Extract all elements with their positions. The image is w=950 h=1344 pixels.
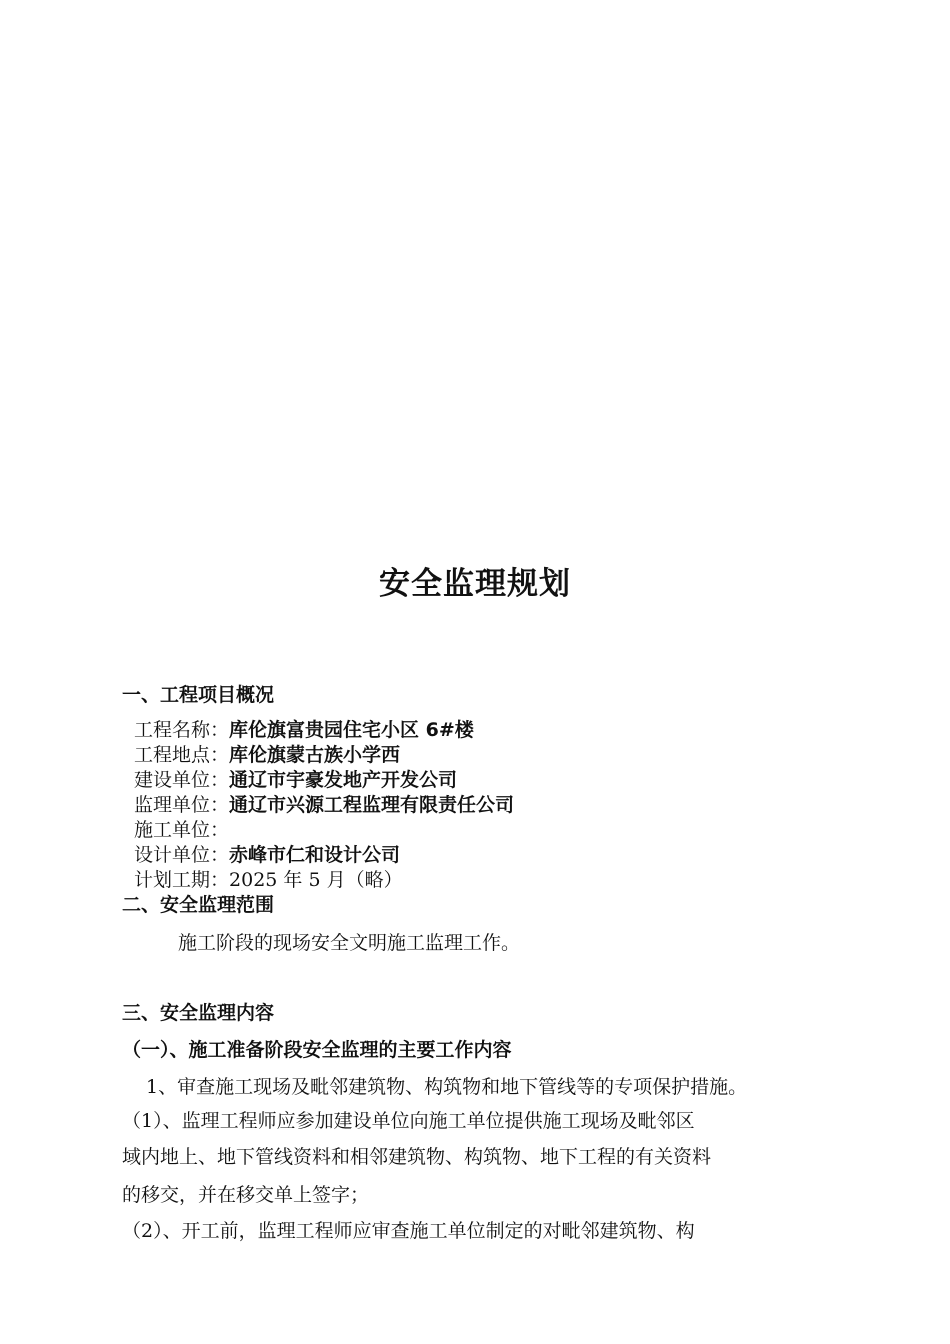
info-row-project-name xyxy=(134,715,474,742)
info-value: 赤峰市仁和设计公司 xyxy=(229,844,401,866)
body-line: （1）、监理工程师应参加建设单位向施工单位提供施工现场及毗邻区 xyxy=(122,1110,695,1132)
body-line: 1、审查施工现场及毗邻建筑物、构筑物和地下管线等的专项保护措施。 xyxy=(146,1076,748,1098)
section1-heading: 一、工程项目概况 xyxy=(122,684,275,706)
info-row-contractor xyxy=(134,815,229,842)
section2-text: 施工阶段的现场安全文明施工监理工作。 xyxy=(178,932,521,954)
info-value: 通辽市宇豪发地产开发公司 xyxy=(229,769,458,791)
document-title: 安全监理规划 xyxy=(379,566,571,602)
body-line: 域内地上、地下管线资料和相邻建筑物、构筑物、地下工程的有关资料 xyxy=(122,1146,712,1168)
info-label: 工程地点： xyxy=(134,744,230,766)
section3-heading: 三、安全监理内容 xyxy=(122,1002,275,1024)
info-label: 监理单位： xyxy=(134,794,230,816)
info-row-designer xyxy=(134,840,400,867)
info-label: 设计单位： xyxy=(134,844,230,866)
info-value: 库伦旗蒙古族小学西 xyxy=(229,744,401,766)
section3-subheading: （一）、施工准备阶段安全监理的主要工作内容 xyxy=(122,1039,512,1061)
info-value: 库伦旗富贵园住宅小区 6#楼 xyxy=(229,719,474,741)
section2-heading: 二、安全监理范围 xyxy=(122,894,275,916)
info-row-supervisor xyxy=(134,790,514,817)
info-row-project-location xyxy=(134,740,400,767)
info-label: 工程名称： xyxy=(134,719,230,741)
info-row-schedule xyxy=(134,865,403,892)
info-row-developer xyxy=(134,765,457,792)
body-line: 的移交，并在移交单上签字； xyxy=(122,1184,370,1206)
info-value: 2025 年 5 月（略） xyxy=(229,869,403,891)
info-value: 通辽市兴源工程监理有限责任公司 xyxy=(229,794,515,816)
body-line: （2）、开工前，监理工程师应审查施工单位制定的对毗邻建筑物、构 xyxy=(122,1220,695,1242)
info-label: 建设单位： xyxy=(134,769,230,791)
info-label: 施工单位： xyxy=(134,819,230,841)
info-label: 计划工期： xyxy=(134,869,230,891)
